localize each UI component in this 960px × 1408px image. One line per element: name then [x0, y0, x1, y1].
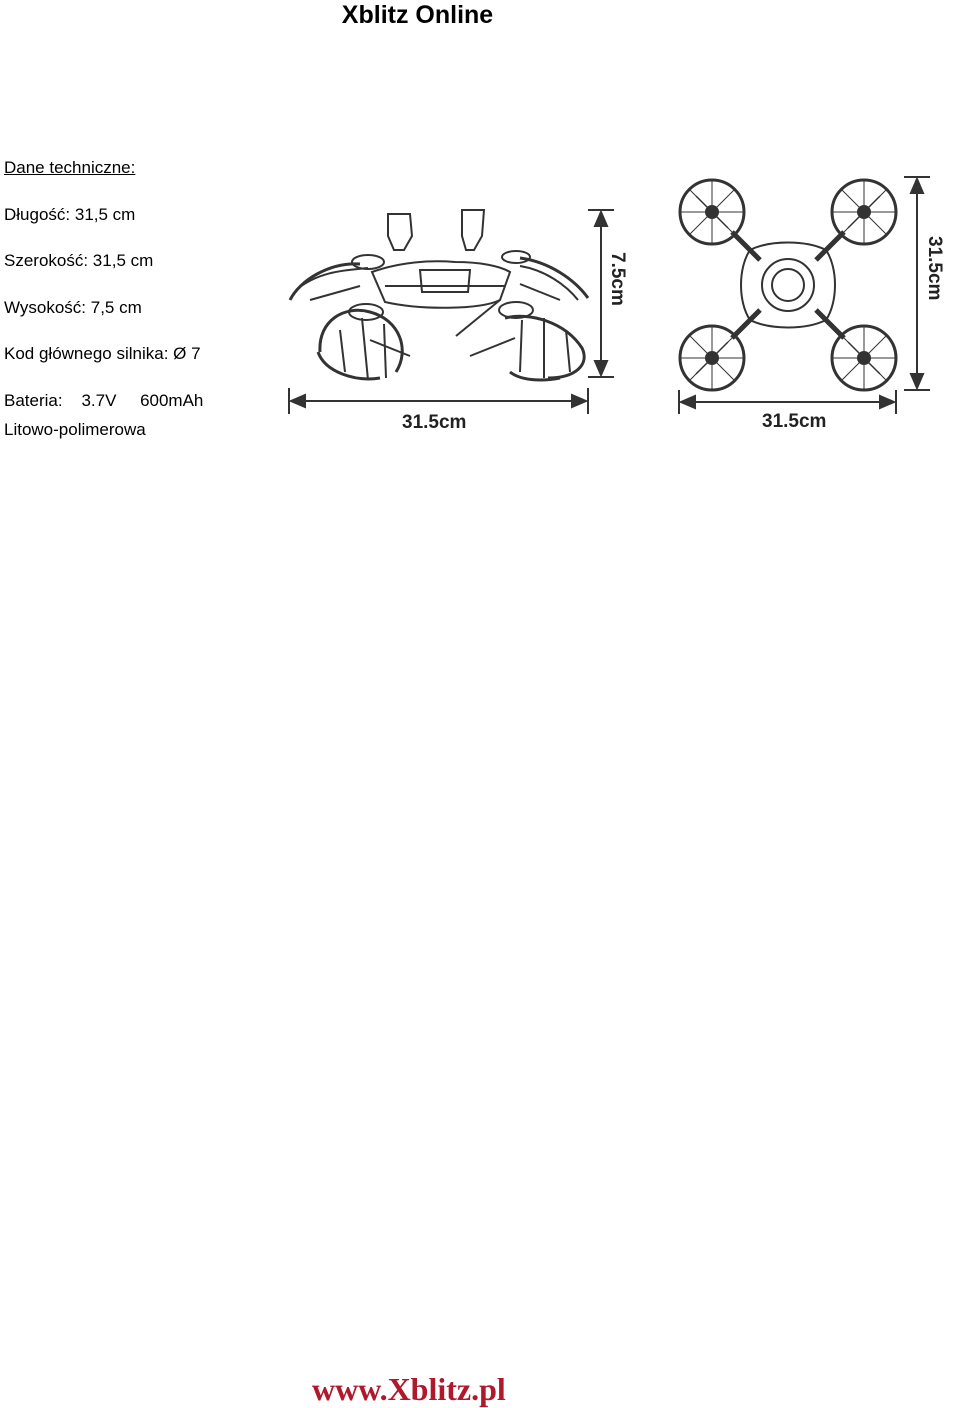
drone-dimension-drawings — [0, 0, 960, 440]
spec-battery-type: Litowo-polimerowa — [4, 420, 146, 439]
spec-battery: Bateria: 3.7V 600mAh — [4, 391, 204, 410]
top-width-label: 31.5cm — [762, 411, 827, 432]
spec-motor: Kod głównego silnika: Ø 7 — [4, 344, 201, 363]
page-title: Xblitz Online — [341, 1, 494, 29]
spec-height: Wysokość: 7,5 cm — [4, 298, 142, 317]
specs-heading: Dane techniczne: — [4, 158, 136, 177]
drone-side-view-icon — [290, 210, 588, 380]
spec-width: Szerokość: 31,5 cm — [4, 251, 154, 270]
side-width-dimension — [289, 388, 588, 414]
spec-length: Długość: 31,5 cm — [4, 205, 136, 224]
side-width-label: 31.5cm — [402, 412, 467, 433]
top-depth-label: 31.5cm — [924, 236, 945, 301]
side-height-label: 7.5cm — [607, 252, 628, 306]
footer-website-link[interactable]: www.Xblitz.pl — [312, 1371, 506, 1407]
drone-top-view-icon — [680, 180, 896, 390]
